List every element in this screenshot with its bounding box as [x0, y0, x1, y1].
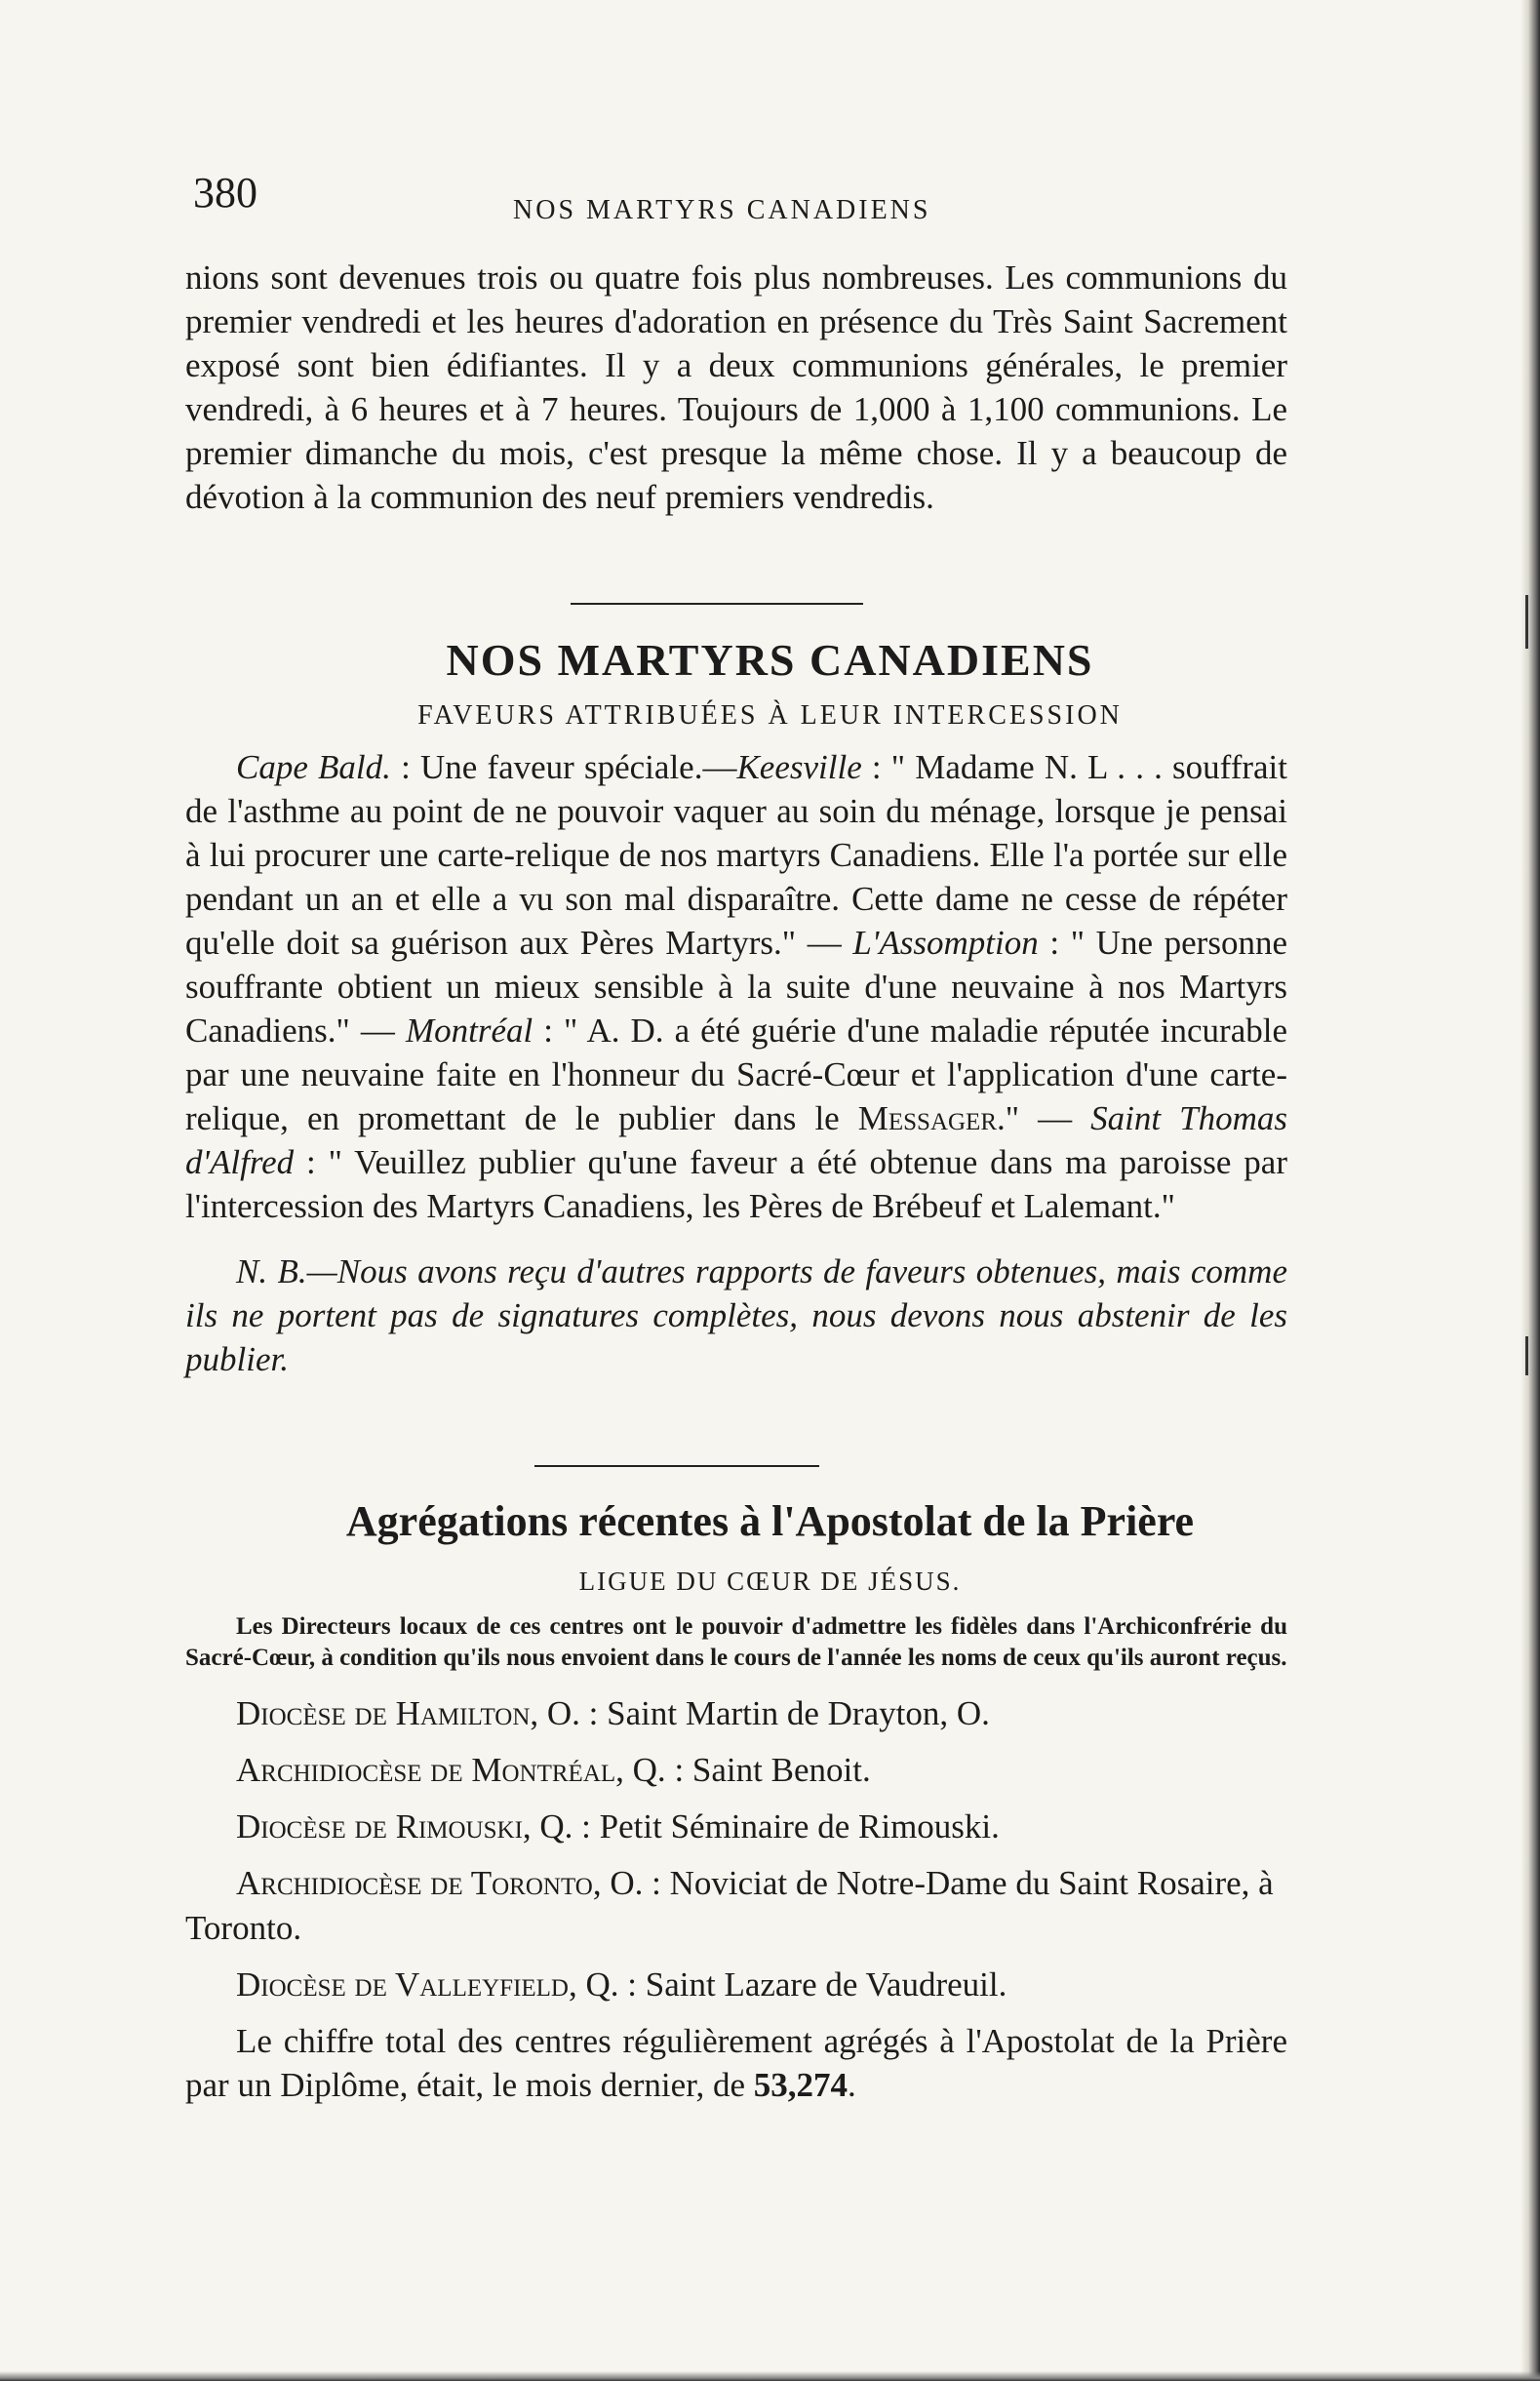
place-montreal: Montréal: [405, 1012, 533, 1050]
messager-name: Messager: [857, 1099, 998, 1137]
place-cape-bald: Cape Bald.: [236, 748, 391, 786]
diocese-entry: [185, 1963, 1287, 2007]
page-number: 380: [193, 169, 257, 217]
martyrs-section: [185, 745, 1287, 1381]
diocese-name: Archidiocèse de Montréal, Q.: [236, 1751, 666, 1789]
place-lassomption: L'Assomption: [852, 924, 1039, 962]
nb-note: N. B.—Nous avons reçu d'autres rapports de faveurs obtenues, mais comme ils ne portent pas de signatures complètes, nous devons nous abstenir de les publier.: [185, 1252, 1287, 1378]
centre-name: : Noviciat de Notre-Dame du Saint Rosaire, à Toronto.: [185, 1864, 1274, 1947]
place-keesville: Keesville: [736, 748, 862, 786]
martyrs-title: NOS MARTYRS CANADIENS: [446, 635, 1094, 685]
place-saint-thomas: Saint Thomas d'Alfred: [185, 1099, 1287, 1181]
directors-note: Les Directeurs locaux de ces centres ont le pouvoir d'admettre les fidèles dans l'Archiconfrérie du Sacré-Cœur, à condition qu'ils nous envoient dans le cours de l'année les noms de ceux qu'ils auront reçus.: [185, 1613, 1287, 1671]
diocese-entry: [185, 1691, 1287, 1736]
diocese-name: Diocèse de Valleyfield, Q.: [236, 1965, 619, 2004]
favours-paragraph: [185, 745, 1287, 1228]
section-divider-2: [534, 1465, 819, 1467]
section-divider: [571, 603, 863, 605]
total-value: 53,274: [753, 2066, 848, 2104]
favour-text-4: : " A. D. a été guérie d'une maladie réputée incurable par une neuvaine faite en l'honneur du Sacré-Cœur et l'application d'une carte-relique, en promettant de le publier dans le: [185, 1012, 1287, 1137]
agregations-subtitle: LIGUE DU CŒUR DE JÉSUS.: [578, 1567, 962, 1596]
intro-paragraph: nions sont devenues trois ou quatre fois plus nombreuses. Les communions du premier vendredi et les heures d'adoration en présence du Très Saint Sacrement exposé sont bien édifiantes. Il y a deux communions générales, le premier vendredi, à 6 heures et à 7 heures. Toujours de 1,000 à 1,100 communions. Le premier dimanche du mois, c'est presque la même chose. Il y a beaucoup de dévotion à la communion des neuf premiers vendredis.: [185, 258, 1287, 516]
centre-name: : Saint Lazare de Vaudreuil.: [618, 1965, 1007, 2004]
favour-text-1: : Une faveur spéciale.—: [390, 748, 737, 786]
intro-section: [185, 256, 1287, 519]
diocese-name: Diocèse de Rimouski, Q.: [236, 1807, 573, 1845]
diocese-name: Archidiocèse de Toronto, O.: [236, 1864, 644, 1902]
centre-name: : Saint Benoit.: [665, 1751, 871, 1789]
diocese-entry: [185, 1748, 1287, 1793]
total-paragraph: [185, 2019, 1287, 2107]
diocese-entry: [185, 1861, 1287, 1951]
martyrs-subtitle: FAVEURS ATTRIBUÉES À LEUR INTERCESSION: [417, 700, 1123, 731]
edge-mark: [1525, 1336, 1528, 1375]
page-edge-shadow: [1520, 0, 1540, 2381]
favour-text-6: : " Veuillez publier qu'une faveur a été obtenue dans ma paroisse par l'intercession des Martyrs Canadiens, les Pères de Brébeuf et Lalemant.": [185, 1143, 1287, 1225]
centre-name: : Petit Séminaire de Rimouski.: [573, 1807, 1000, 1845]
diocese-list: [185, 1691, 1287, 2007]
total-text: Le chiffre total des centres régulièrement agrégés à l'Apostolat de la Prière par un Diplôme, était, le mois dernier, de: [185, 2022, 1287, 2104]
favour-text-3: : " Une personne souffrante obtient un mieux sensible à la suite d'une neuvaine à nos Martyrs Canadiens." —: [185, 924, 1287, 1050]
diocese-name: Diocèse de Hamilton, O.: [236, 1694, 580, 1732]
agregations-section: [185, 1611, 1287, 2107]
centre-name: : Saint Martin de Drayton, O.: [579, 1694, 990, 1732]
diocese-entry: [185, 1805, 1287, 1849]
page-bottom-shadow: [0, 2371, 1540, 2381]
agregations-title: Agrégations récentes à l'Apostolat de la Prière: [345, 1497, 1195, 1545]
total-end: .: [847, 2066, 856, 2104]
edge-mark: [1525, 595, 1528, 649]
favour-text-2: : " Madame N. L . . . souffrait de l'asthme au point de ne pouvoir vaquer au soin du ménage, lorsque je pensai à lui procurer une carte-relique de nos martyrs Canadiens. Elle l'a portée sur elle pendant un an et elle a vu son mal disparaître. Cette dame ne cesse de répéter qu'elle doit sa guérison aux Pères Martyrs." —: [185, 748, 1287, 962]
running-title: NOS MARTYRS CANADIENS: [513, 195, 931, 225]
page-header: [193, 168, 1285, 236]
favour-text-5: ." —: [997, 1099, 1091, 1137]
